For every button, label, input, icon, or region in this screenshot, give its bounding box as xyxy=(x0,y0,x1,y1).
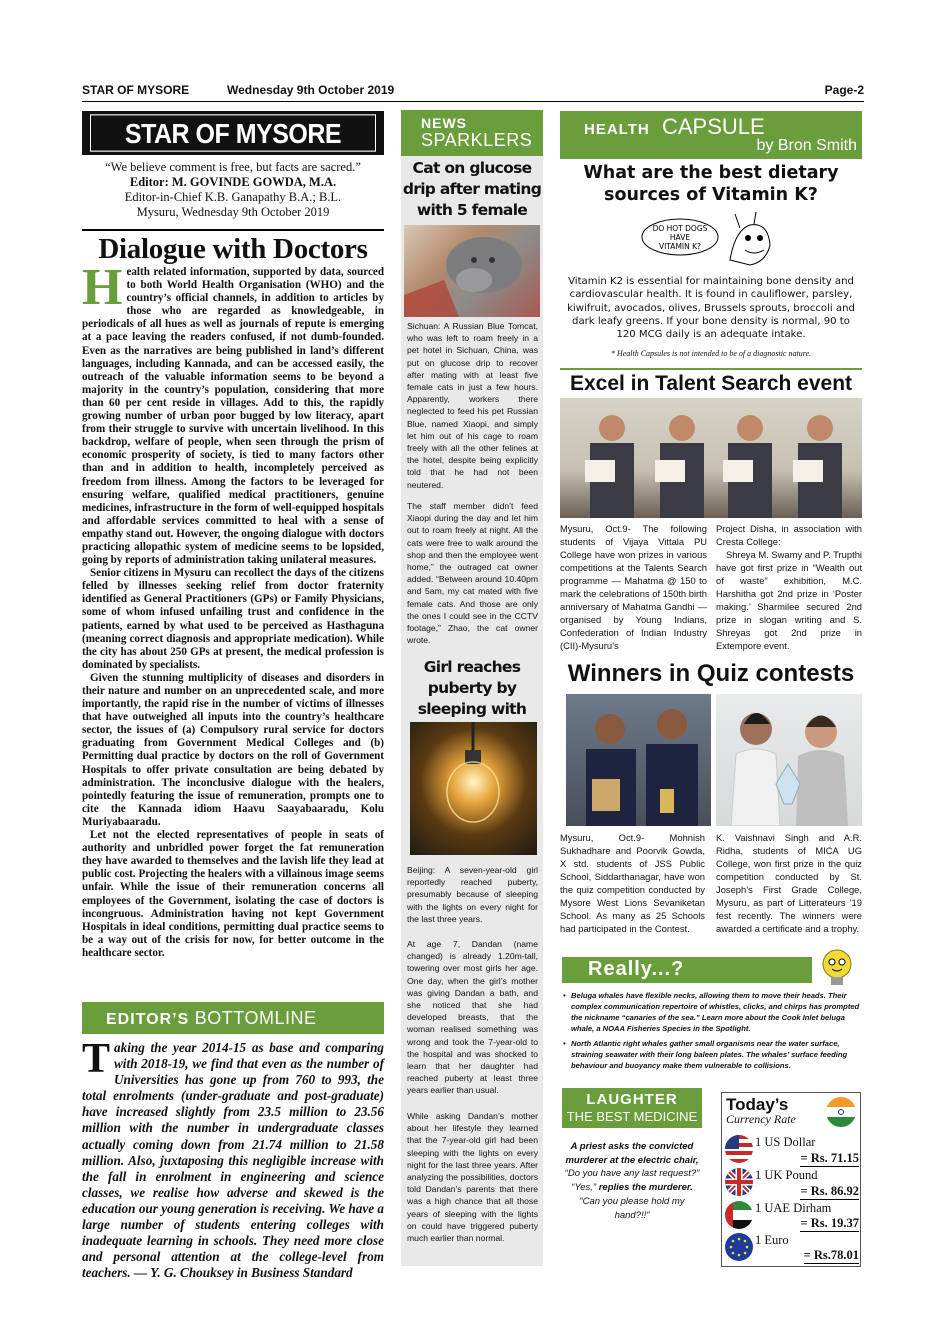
really-facts xyxy=(563,990,863,1075)
dropcap: H xyxy=(82,259,123,316)
india-flag-icon xyxy=(826,1097,856,1127)
hotdog-cartoon xyxy=(640,210,780,268)
cat-image xyxy=(404,225,540,317)
quiz-headline: Winners in Quiz contests xyxy=(567,660,855,687)
health-answer: Vitamin K2 is essential for maintaining bone density and cardiovascular health. It is found in cauliflower, parsley, kiwifruit, avocados, olives, Brussels sprouts, broccoli and dark leafy greens. If your bone density is normal, 90 to 120 MCG daily is an adequate intake. xyxy=(567,276,855,341)
cartoon-caption: DO HOT DOGS xyxy=(652,224,708,233)
cat-headline: Cat on glucose drip after mating with 5 female xyxy=(402,159,542,219)
editorial-para-2: Senior citizens in Mysuru can recollect the days of the citizens felled by illnesses seeking relief from doctor fraternity identified as General Practitioners (GPs) or Family Physicians, some of whom infused unfailing trust and confidence in the patients, earned by what used to be perceived as Hasthaguna (meaning correct diagnosis and appropriate medication). While the city has about 250 GPs at present, the medical profession is dominated by specialists. xyxy=(82,567,384,671)
bulb-photo xyxy=(410,722,537,855)
editorial-para-4: Let not the elected representatives of people in seats of authority and unbridled power forget the fat remuneration they have awarded to themselves and the lavish life they lead at public cost. Projecting the healers with a villainous image seems unfair. While the issue of their remuneration concerns all employees of the Government, isolating the case of doctors is incongruous. Administration having not kept Government Hospitals in ideal conditions, permitting dual practice seems to be a way out of the crisis for now, for better outcome in the healthcare sector. xyxy=(82,829,384,959)
puberty-headline: Girl reaches puberty by sleeping with xyxy=(417,658,527,718)
uae-flag-icon xyxy=(725,1201,753,1229)
editorial-para-1: ealth related information, supported by data, sourced to both World Health Organisation (WHO) and the country’s official channels, in addition to articles by those who are regarded as knowledgeable, in periodicals of all hues as well as journals of repute is emerging at a pace leaving the readers confused, if not dumb-founded. Even as the narratives are being published in land’s different languages, including Kannada, and can be accessed easily, the outreach of the valuable information seems to be beyond a majority in the country’s population, considering that more than 60 per cent reside in villages. Add to this, the rapidly growing number of urban poor bugged by low literacy, apart from their struggle to survive with uncertain livelihood. In this backdrop, welfare of people, when seen through the prism of economic prosperity of society, is tied to many factors other than and in addition to health, incompletely perceived as freedom from illness. Among the factors to be leveraged for ensuring welfare, qualified medical practitioners, genuine medicines, infrastructure in the form of well-equipped hospitals and affordable services committed to heal with a sense of empathy stand out. However, the ongoing dialogue with doctors practicing allopathic system of medicine seems to be lopsided, going by reports of administration taking unilateral measures. xyxy=(82,266,384,567)
girls-with-trophy-image xyxy=(716,694,862,826)
talent-photo xyxy=(560,398,862,518)
currency-value-aed: = Rs. 19.37 xyxy=(800,1216,859,1230)
cat-story-para-2: The staff member didn’t feed Xiaopi during the day and let him out to roam freely at night. All the cats were free to walk around the shop and then the employee went home,” the outraged cat owner added. “Between around 10.40pm and 5am, my cat mated with five female cats. And those are only the ones I could see in the CCTV footage,” Zhao, the cat owner wrote. xyxy=(407,501,538,646)
bottomline-label-a: EDITOR’S xyxy=(106,1011,190,1028)
page-header xyxy=(82,80,864,102)
currency-value-gbp: = Rs. 86.92 xyxy=(800,1184,859,1198)
health-capsule-banner xyxy=(560,111,862,159)
laughter-label-a: LAUGHTER xyxy=(586,1091,678,1108)
editorial-credits xyxy=(82,160,384,220)
students-group-image xyxy=(560,398,862,518)
bottomline-label-b: BOTTOMLINE xyxy=(194,1008,317,1028)
editor-in-chief: Editor-in-Chief K.B. Ganapathy B.A.; B.L. xyxy=(124,190,342,204)
light-bulb-image xyxy=(410,722,537,855)
quiz-photo-2 xyxy=(716,694,862,826)
currency-subtitle: Currency Rate xyxy=(726,1112,796,1126)
quiz-story-col-1: Mysuru, Oct.9- Mohnish Sukhadhare and Poorvik Gowda, X std. students of JSS Public School, Siddarthanagar, have won the quiz competition conducted by Mysore West Lions Sevaniketan School. As many as 25 Schools had participated in the Contest. xyxy=(560,832,705,934)
dateline: Mysuru, Wednesday 9th October 2019 xyxy=(136,205,330,219)
quiz-story-col-2: K. Vaishnavi Singh and A.R. Ridha, students of MICA UG College, won first prize in the quiz competition conducted by St. Joseph’s First Grade College, Mysuru, as part of Litterateurs ’19 fest recently. The winners were awarded a certificate and a trophy. xyxy=(716,832,862,934)
lightbulb-mascot-icon xyxy=(815,947,861,989)
header-date: Wednesday 9th October 2019 xyxy=(227,83,395,97)
fact-2: • North Atlantic right whales gather small organisms near the water surface, straining seawater with their long baleen plates. The whales’ surface feeding behaviour and buoyancy make them vulnerable to collisions. xyxy=(563,1038,863,1071)
fact-1: • Beluga whales have flexible necks, allowing them to move their heads. Their complex communication repertoire of whistles, clicks, and chirps has prompted the nickname “canaries of the sea.” Learn more about the Cook Inlet beluga whale, a NOAA Fisheries Species in the Spotlight. xyxy=(563,990,863,1034)
quiz-photo-1 xyxy=(566,694,711,826)
svg-text:VITAMIN K?: VITAMIN K? xyxy=(658,242,702,251)
news-sparklers-banner xyxy=(401,110,543,156)
currency-value-eur: = Rs.78.01 xyxy=(803,1248,859,1262)
puberty-story-para-1: Beijing: A seven-year-old girl reportedly reached puberty, presumably because of sleeping with the lights on every night for the last three years. xyxy=(407,865,538,924)
puberty-story-para-2: At age 7, Dandan (name changed) is already 1.20m-tall, towering over most girls her age. One day, when the girl’s mother was giving Dandan a bath, and she noticed that she had developed breasts, that the woman realised something was wrong and took the 7-year-old to the hospital and was shocked to learn that her daughter had reached puberty at least three years earlier than usual. xyxy=(407,939,538,1096)
currency-title: Today’s xyxy=(726,1095,789,1114)
laughter-label-b: THE BEST MEDICINE xyxy=(566,1109,698,1124)
masthead: STAR OF MYSORE xyxy=(82,111,384,155)
header-paper-name: STAR OF MYSORE xyxy=(82,83,190,97)
bottomline-body: Taking the year 2014-15 as base and comparing with 2018-19, we find that even as the number of Universities has gone up from 760 to 993, the total enrolments (under-graduate and post-graduate) have increased slightly from 23.5 million to 23.56 million with the number in undergraduate classes actually coming down from 21.74 million to 21.58 million. Also, juxtaposing this negligible increase with the fall in enrolment in engineering and science classes, we realise how adverse and skewed is the education our young generation is receiving. We have a large number of students entering colleges with inadequate learning in schools. They need more close and personal attention at the college-level from teachers. — Y. G. Chouksey in Business Standard xyxy=(82,1036,384,1281)
svg-text:HAVE: HAVE xyxy=(669,233,691,242)
talent-headline: Excel in Talent Search event xyxy=(560,368,862,398)
talent-story-col-2: Project Disha, in association with Cresta College: Shreya M. Swamy and P. Trupthi have got first prize in “Wealth out of waste” exhibition, M.C. Harshitha got 2nd prize in ‘Poster making.’ Sharmilee secured 2nd prize in slogan writing and S. Shreyas got 2nd prize in Extempore event. xyxy=(716,523,862,651)
currency-name-usd: 1 US Dollar xyxy=(755,1135,816,1149)
motto: “We believe comment is free, but facts are sacred.” xyxy=(105,160,361,174)
health-disclaimer: * Health Capsules is not intended to be of a diagnostic nature. xyxy=(610,349,812,358)
bottomline-dropcap: T xyxy=(82,1036,111,1082)
puberty-story-para-3: While asking Dandan’s mother about her lifestyle they learned that the 7-year-old girl had been sleeping with the lights on every night for the last three years. After analyzing the possibilities, doctors told Dandan’s parents that there was a high chance that all those years of sleeping with the lights on could have triggered puberty much earlier than normal. xyxy=(407,1111,538,1244)
health-byline: by Bron Smith xyxy=(756,137,857,154)
news-label-b: SPARKLERS xyxy=(421,130,533,150)
editors-bottomline-banner xyxy=(82,1002,384,1034)
currency-name-eur: 1 Euro xyxy=(755,1233,789,1247)
joke-text: A priest asks the convicted murderer at the electric chair, “Do you have any last request?” “Yes,” replies the murderer. “Can you please hold my hand?!!” xyxy=(564,1141,700,1221)
header-page-number: Page-2 xyxy=(824,83,864,97)
uk-flag-icon xyxy=(725,1168,753,1196)
health-label-b: CAPSULE xyxy=(662,114,765,139)
health-label-a: HEALTH xyxy=(584,121,650,138)
really-banner xyxy=(562,957,812,983)
currency-name-aed: 1 UAE Dirham xyxy=(755,1201,832,1215)
editorial-headline: Dialogue with Doctors xyxy=(82,229,384,263)
currency-name-gbp: 1 UK Pound xyxy=(755,1168,818,1182)
editor-name: Editor: M. GOVINDE GOWDA, M.A. xyxy=(129,175,337,189)
us-flag-icon xyxy=(725,1135,753,1163)
health-question: What are the best dietary sources of Vitamin K? xyxy=(583,163,839,205)
editorial-para-3: Given the stunning multiplicity of diseases and disorders in their nature and number on an unprecedented scale, and more importantly, the rapid rise in the number of victims of illnesses that have outweighed all inputs into the country’s healthcare sector, the issues of (a) Compulsory rural service for doctors graduating from Government Medical Colleges and (b) Permitting dual practice by doctors on the roll of Government Hospitals to offer private consultation are being debated by administration. The inconclusive dialogue with the healers, pointedly featuring the issue of remuneration, prompts one to cite the Kannada idiom Haavu Saayabaaradu, Kolu Muriyabaaradu. xyxy=(82,671,384,828)
boys-with-trophy-image xyxy=(566,694,711,826)
cat-story-para-1: Sichuan: A Russian Blue Tomcat, who was left to roam freely in a pet hotel in Sichuan, China, was put on glucose drip to recover after mating with at least five female cats in just a few hours. Apparently, workers there neglected to feed his pet Russian Blue, named Xiaopi, and simply let him out of his cage to roam freely with all the other felines at the hotel, despite being explicitly told that he had not been neutered. xyxy=(407,321,538,490)
eu-flag-icon xyxy=(725,1233,753,1261)
editorial-body xyxy=(82,259,384,960)
laughter-banner xyxy=(562,1088,702,1128)
talent-story-col-1: Mysuru, Oct.9- The following students of Vijaya Vittala PU College have won prizes in various competitions at the Talents Search programme — Mahatma @ 150 to mark the celebrations of 150th birth anniversary of Mahatma Gandhi — organised by Young Indians, Confederation of Indian Industry (CII)-Mysuru’s xyxy=(560,523,707,651)
really-label: Really...? xyxy=(588,958,685,980)
cat-photo xyxy=(404,225,540,317)
news-label-a: NEWS xyxy=(421,115,467,131)
currency-value-usd: = Rs. 71.15 xyxy=(800,1151,859,1165)
